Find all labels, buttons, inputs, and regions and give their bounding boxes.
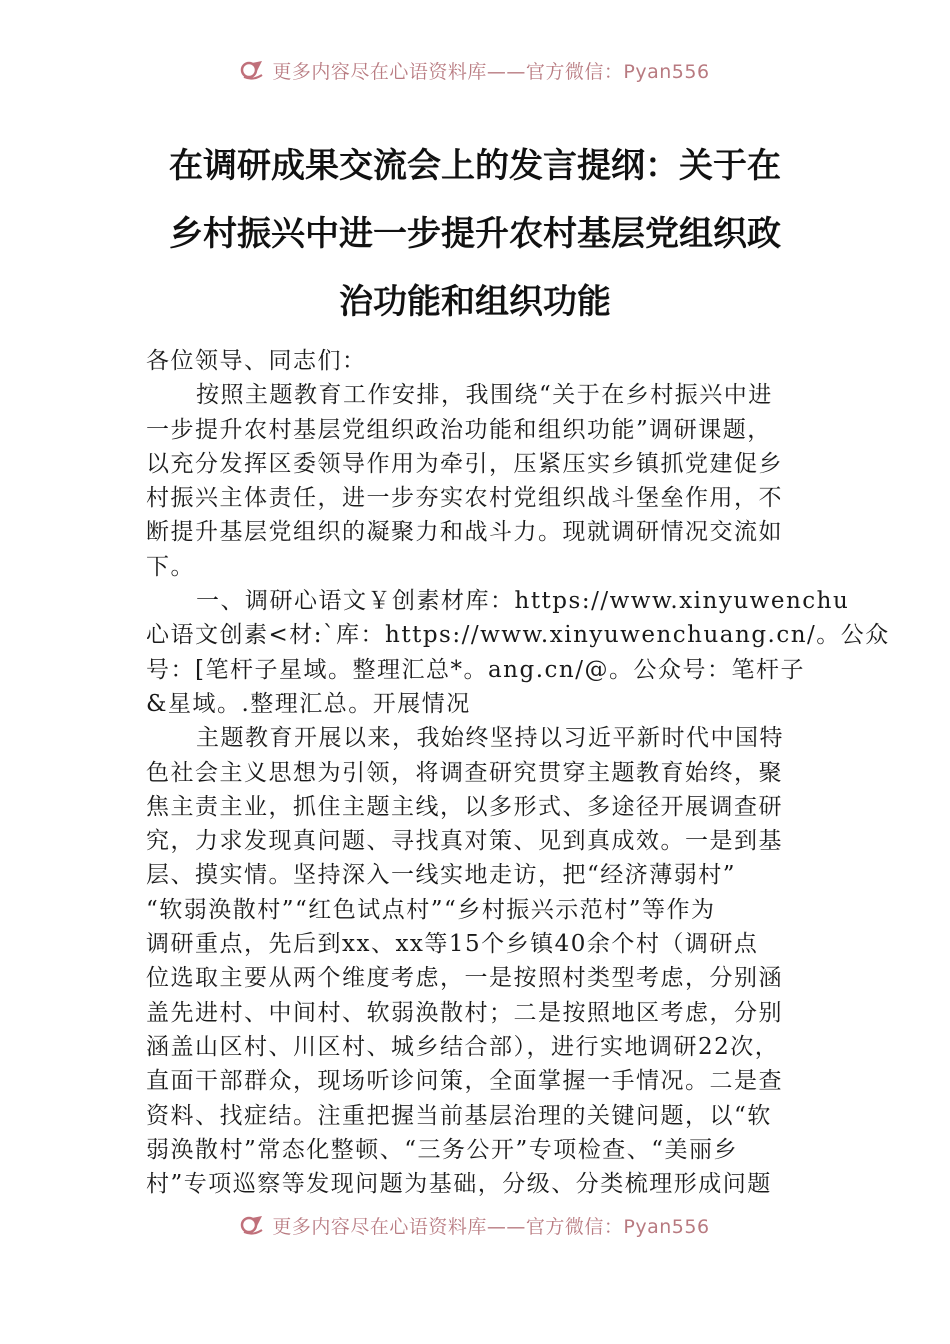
- document-title: [130, 132, 820, 336]
- body-line: 调研重点，先后到xx、xx等15个乡镇40余个村（调研点: [146, 931, 759, 958]
- header-watermark-text: 更多内容尽在心语资料库——官方微信：Pyan556: [272, 60, 710, 83]
- header-watermark-banner: [0, 55, 950, 85]
- logo-icon: [240, 59, 266, 81]
- body-line: 直面干部群众，现场听诊问策，全面掌握一手情况。二是查: [146, 1068, 783, 1095]
- body-line: 色社会主义思想为引领，将调查研究贯穿主题教育始终，聚: [146, 759, 783, 786]
- body-line: 按照主题教育工作安排，我围绕“关于在乡村振兴中进: [196, 382, 773, 409]
- salutation: 各位领导、同志们：: [146, 348, 367, 374]
- body-line: “软弱涣散村”“红色试点村”“乡村振兴示范村”等作为: [146, 896, 716, 923]
- footer-watermark-banner: [0, 1210, 950, 1240]
- body-line: 断提升基层党组织的凝聚力和战斗力。现就调研情况交流如: [146, 519, 783, 546]
- body-line: 心语文创素<材:`库：https://www.xinyuwenchuang.cn/。公众: [146, 622, 890, 649]
- body-line: 下。: [146, 553, 195, 580]
- body-line: 以充分发挥区委领导作用为牵引，压紧压实乡镇抓党建促乡: [146, 450, 783, 477]
- body-line: 村振兴主体责任，进一步夯实农村党组织战斗堡垒作用，不: [146, 485, 783, 512]
- title-line: 乡村振兴中进一步提升农村基层党组织政: [169, 214, 781, 254]
- title-line: 治功能和组织功能: [339, 282, 611, 322]
- body-line: 涵盖山区村、川区村、城乡结合部），进行实地调研22次，: [146, 1033, 780, 1060]
- body-line: 究，力求发现真问题、寻找真对策、见到真成效。一是到基: [146, 828, 783, 855]
- footer-watermark-text: 更多内容尽在心语资料库——官方微信：Pyan556: [272, 1215, 710, 1238]
- logo-icon: [240, 1214, 266, 1236]
- body-line: 一步提升农村基层党组织政治功能和组织功能”调研课题，: [146, 416, 772, 443]
- body-line: &星域。.整理汇总。开展情况: [146, 690, 471, 717]
- section-heading-line: 一、调研心语文￥创素材库：https://www.xinyuwenchu: [196, 588, 850, 615]
- document-body: [146, 344, 890, 1201]
- body-line: 主题教育开展以来，我始终坚持以习近平新时代中国特: [196, 725, 784, 752]
- body-line: 层、摸实情。坚持深入一线实地走访，把“经济薄弱村”: [146, 862, 737, 889]
- body-line: 焦主责主业，抓住主题主线，以多形式、多途径开展调查研: [146, 793, 783, 820]
- body-line: 弱涣散村”常态化整顿、“三务公开”专项检查、“美丽乡: [146, 1136, 739, 1163]
- body-line: 资料、找症结。注重把握当前基层治理的关键问题，以“软: [146, 1102, 772, 1129]
- body-line: 号：[笔杆子星域。整理汇总*。ang.cn/@。公众号：笔杆子: [146, 656, 805, 683]
- body-line: 村”专项巡察等发现问题为基础，分级、分类梳理形成问题: [146, 1171, 772, 1198]
- title-line: 在调研成果交流会上的发言提纲：关于在: [169, 146, 781, 186]
- body-line: 位选取主要从两个维度考虑，一是按照村类型考虑，分别涵: [146, 965, 783, 992]
- body-line: 盖先进村、中间村、软弱涣散村；二是按照地区考虑，分别: [146, 999, 783, 1026]
